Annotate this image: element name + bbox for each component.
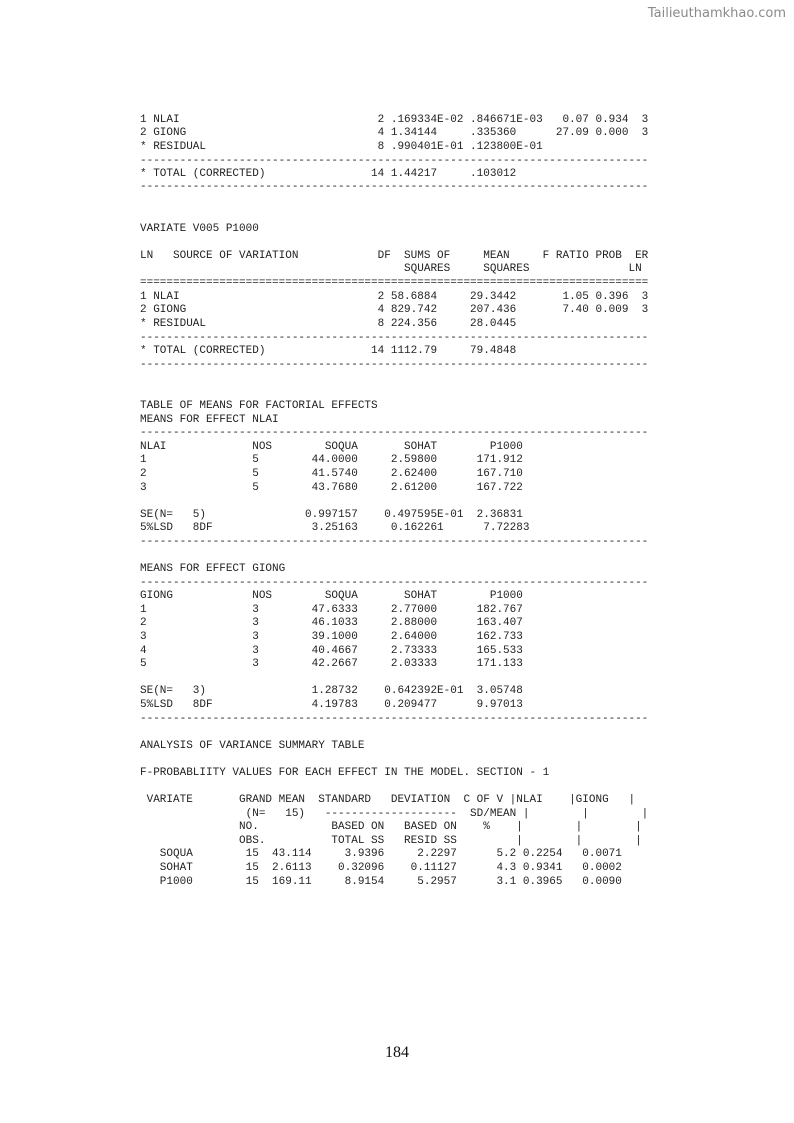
summary-header-row: (N= 15) -------------------- SD/MEAN | | | [140, 808, 649, 820]
means-header-row: GIONG NOS SOQUA SOHAT P1000 [140, 590, 523, 602]
se-row: SE(N= 5) 0.997157 0.497595E-01 2.36831 [140, 509, 523, 521]
summary-header-row: VARIATE GRAND MEAN STANDARD DEVIATION C OF V |NLAI |GIONG | [140, 794, 636, 806]
anova-header: LN SOURCE OF VARIATION DF SUMS OF MEAN F RATIO PROB ER [140, 250, 649, 262]
separator: ----------------------------------------------------------------------------- [140, 155, 649, 167]
means-effect-giong-title: MEANS FOR EFFECT GIONG [140, 563, 286, 575]
se-row: SE(N= 3) 1.28732 0.642392E-01 3.05748 [140, 685, 523, 697]
means-title: TABLE OF MEANS FOR FACTORIAL EFFECTS [140, 400, 378, 412]
page-number: 184 [385, 1044, 409, 1061]
anova-row-nlai: 1 NLAI 2 .169334E-02 .846671E-03 0.07 0.934 3 [140, 114, 649, 126]
anova-row-giong: 2 GIONG 4 1.34144 .335360 27.09 0.000 3 [140, 127, 649, 139]
summary-row: P1000 15 169.11 8.9154 5.2957 3.1 0.3965 0.0090 [140, 876, 622, 888]
means-row: 3 3 39.1000 2.64000 162.733 [140, 631, 523, 643]
summary-header-row: NO. BASED ON BASED ON % | | | [140, 821, 642, 833]
double-separator: ============================================================================= [140, 277, 649, 289]
summary-row: SOHAT 15 2.6113 0.32096 0.11127 4.3 0.9341 0.0002 [140, 862, 622, 874]
separator: ----------------------------------------------------------------------------- [140, 536, 649, 548]
separator: ----------------------------------------------------------------------------- [140, 577, 649, 589]
lsd-row: 5%LSD 8DF 3.25163 0.162261 7.72283 [140, 522, 530, 534]
means-row: 1 3 47.6333 2.77000 182.767 [140, 604, 523, 616]
separator: ----------------------------------------------------------------------------- [140, 332, 649, 344]
anova-row-total: * TOTAL (CORRECTED) 14 1.44217 .103012 [140, 168, 517, 180]
separator: ----------------------------------------------------------------------------- [140, 427, 649, 439]
means-header-row: NLAI NOS SOQUA SOHAT P1000 [140, 441, 523, 453]
summary-title: ANALYSIS OF VARIANCE SUMMARY TABLE [140, 740, 365, 752]
means-row: 3 5 43.7680 2.61200 167.722 [140, 482, 523, 494]
anova-header-sub: SQUARES SQUARES LN [140, 263, 642, 275]
summary-header-row: OBS. TOTAL SS RESID SS | | | [140, 835, 642, 847]
means-effect-nlai-title: MEANS FOR EFFECT NLAI [140, 414, 279, 426]
separator: ----------------------------------------------------------------------------- [140, 359, 649, 371]
anova-row-residual: * RESIDUAL 8 224.356 28.0445 [140, 318, 517, 330]
watermark: Tailieuthamkhao.com [647, 6, 786, 21]
lsd-row: 5%LSD 8DF 4.19783 0.209477 9.97013 [140, 699, 523, 711]
means-row: 5 3 42.2667 2.03333 171.133 [140, 658, 523, 670]
anova-row-nlai: 1 NLAI 2 58.6884 29.3442 1.05 0.396 3 [140, 291, 649, 303]
anova-row-giong: 2 GIONG 4 829.742 207.436 7.40 0.009 3 [140, 304, 649, 316]
means-row: 4 3 40.4667 2.73333 165.533 [140, 645, 523, 657]
means-row: 2 3 46.1033 2.88000 163.407 [140, 617, 523, 629]
variate-heading: VARIATE V005 P1000 [140, 223, 259, 235]
means-row: 1 5 44.0000 2.59800 171.912 [140, 454, 523, 466]
anova-row-total: * TOTAL (CORRECTED) 14 1112.79 79.4848 [140, 345, 517, 357]
separator: ----------------------------------------------------------------------------- [140, 181, 649, 193]
separator: ----------------------------------------------------------------------------- [140, 713, 649, 725]
means-row: 2 5 41.5740 2.62400 167.710 [140, 468, 523, 480]
f-probability-title: F-PROBABLIITY VALUES FOR EACH EFFECT IN THE MODEL. SECTION - 1 [140, 767, 550, 779]
anova-row-residual: * RESIDUAL 8 .990401E-01 .123800E-01 [140, 141, 543, 153]
summary-row: SOQUA 15 43.114 3.9396 2.2297 5.2 0.2254 0.0071 [140, 848, 622, 860]
